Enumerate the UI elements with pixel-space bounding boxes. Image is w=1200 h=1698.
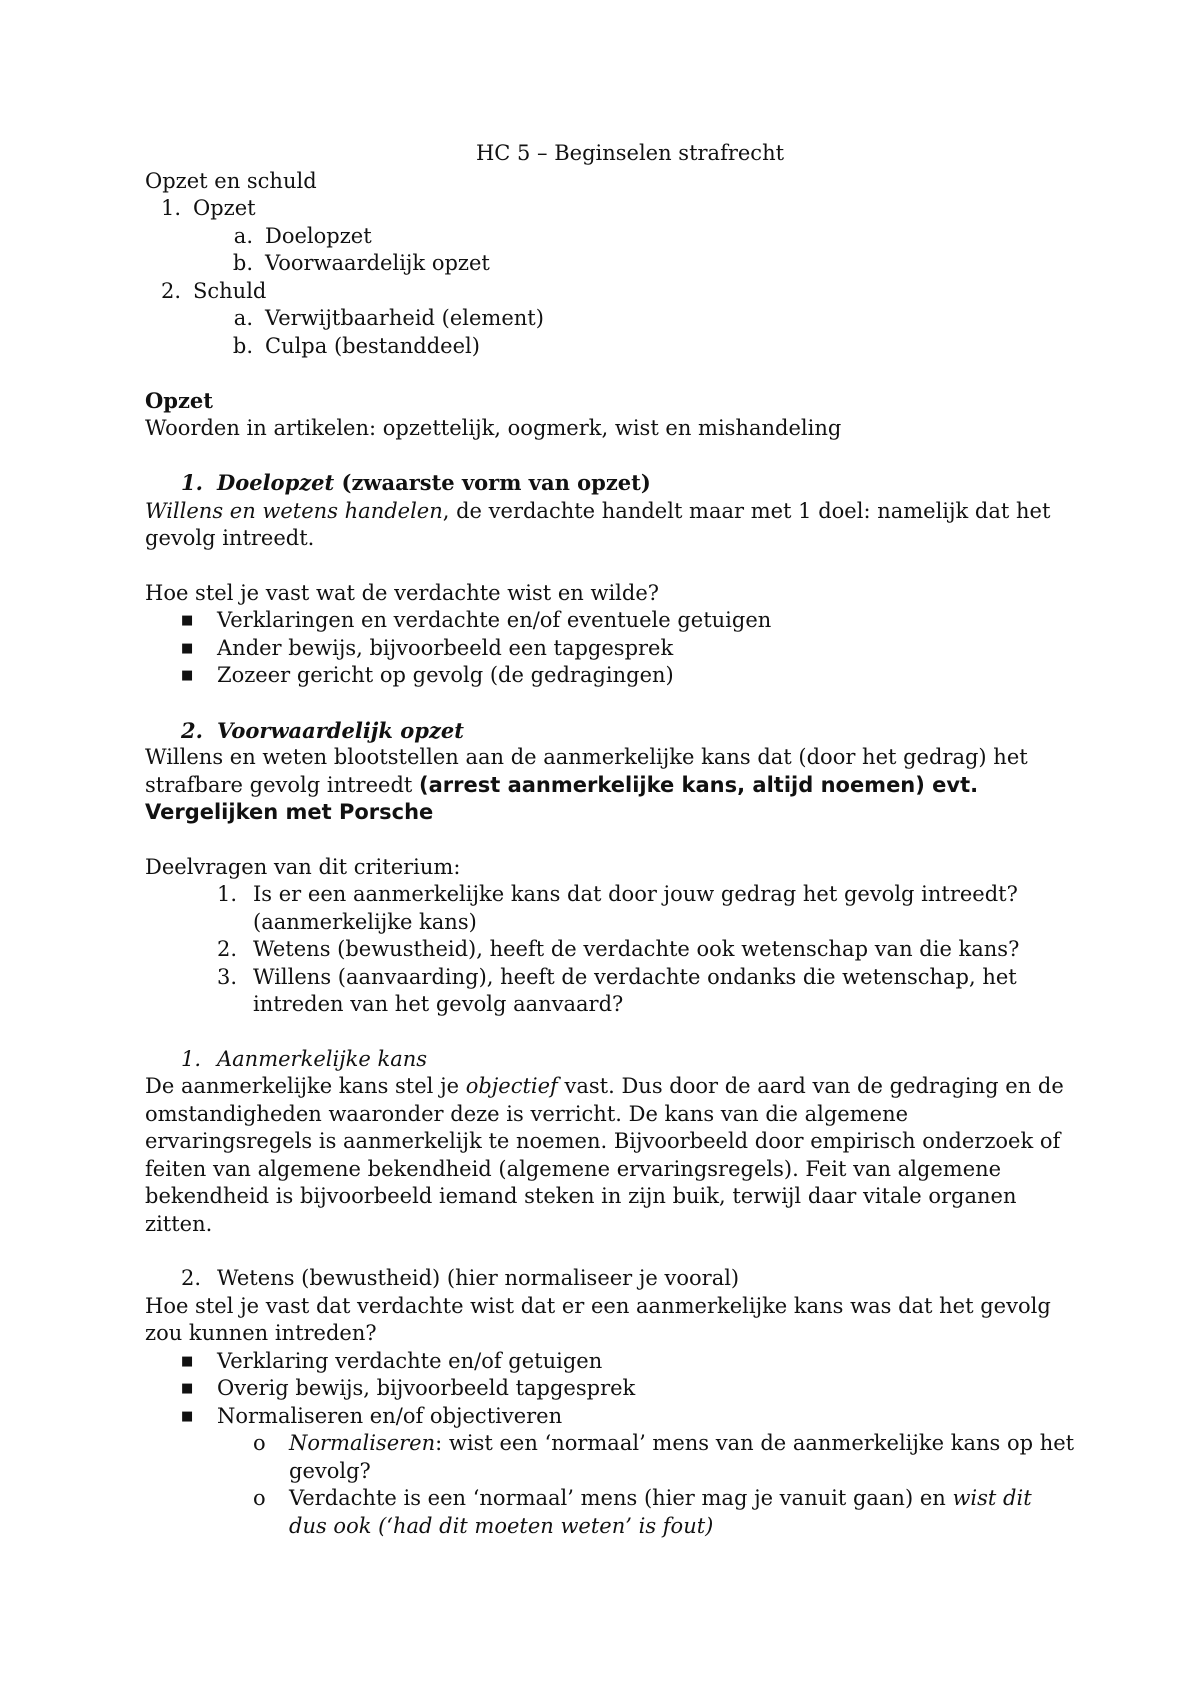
outline-sub-label: Culpa (bestanddeel) <box>265 333 480 358</box>
list-item <box>181 607 1075 635</box>
list-item-text: Is er een aanmerkelijke kans dat door jouw gedrag het gevolg intreedt? (aanmerkelijke kans) <box>253 882 1018 934</box>
wetens-title: Wetens (bewustheid) (hier normaliseer je vooral) <box>217 1266 740 1290</box>
list-item <box>181 1375 1075 1403</box>
page-title: HC 5 – Beginselen strafrecht <box>475 141 785 165</box>
list-num: 2. <box>217 937 238 961</box>
list-subitem <box>145 1485 1075 1540</box>
outline-num: 2. <box>160 278 181 303</box>
outline-sub-label: Verwijtbaarheid (element) <box>265 306 544 330</box>
kans-text-a: De aanmerkelijke kans stel je <box>145 1074 466 1098</box>
outline-subitem <box>145 333 1075 361</box>
doelopzet-text-italic: Willens en wetens handelen <box>145 498 443 523</box>
circle-bullet-icon: o <box>253 1486 266 1510</box>
document-page <box>145 140 1075 1540</box>
doelopzet-num: 1. <box>181 470 203 495</box>
list-item-text: Overig bewijs, bijvoorbeeld tapgesprek <box>217 1376 636 1400</box>
deelvragen-label: Deelvragen van dit criterium: <box>145 854 461 879</box>
outline-subitem <box>145 223 1075 251</box>
list-num: 1. <box>217 882 238 906</box>
voorwaardelijk-num: 2. <box>181 717 203 743</box>
list-item-text: Wetens (bewustheid), heeft de verdachte ook wetenschap van die kans? <box>253 937 1020 961</box>
opzet-heading: Opzet <box>145 388 213 413</box>
wetens-question: Hoe stel je vast dat verdachte wist dat er een aanmerkelijke kans was dat het gevolg zou kunnen intreden? <box>145 1293 1051 1345</box>
voorwaardelijk-text-bold: (arrest aanmerkelijke kans, altijd noemen) evt. Vergelijken met Porsche <box>145 772 979 824</box>
list-item-text: Verklaring verdachte en/of getuigen <box>217 1348 603 1373</box>
outline-label: Schuld <box>193 278 267 303</box>
list-subitem <box>145 1430 1075 1485</box>
doelopzet-heading <box>145 469 1075 498</box>
kans-heading <box>145 1046 1075 1074</box>
list-item <box>217 936 1075 964</box>
list-item <box>181 662 1075 690</box>
sub1-rest: : wist een ‘normaal’ mens van de aanmerkelijke kans op het gevolg? <box>289 1431 1075 1483</box>
list-item-text: Willens (aanvaarding), heeft de verdachte ondanks die wetenschap, het intreden van het gevolg aanvaard? <box>253 964 1017 1016</box>
doelopzet-text-rest: , de verdachte handelt maar met 1 doel: namelijk dat het gevolg intreedt. <box>145 498 1051 550</box>
doelopzet-bullets <box>145 607 1075 690</box>
doelopzet-title-rest: (zwaarste vorm van opzet) <box>334 470 651 495</box>
wetens-heading <box>145 1265 1075 1293</box>
voorwaardelijk-heading <box>145 717 1075 745</box>
outline-sub-num: a. <box>233 223 253 248</box>
sub2-italic: wist dit dus ook (‘had dit moeten weten’ is fout) <box>289 1486 1032 1538</box>
square-bullet-icon: ■ <box>181 1353 194 1369</box>
list-item <box>217 964 1075 1019</box>
deelvragen-list <box>145 881 1075 1019</box>
outline-subitem <box>145 250 1075 278</box>
outline-sub-num: b. <box>232 251 253 275</box>
outline-sub-num: b. <box>232 333 253 358</box>
list-item <box>181 1403 1075 1431</box>
outline-sub-label: Doelopzet <box>265 223 372 248</box>
doelopzet-text <box>145 498 1075 553</box>
kans-text-b: vast. Dus door de aard van de gedraging en de omstandigheden waaronder deze is verricht. De kans van die algemene ervaringsregels is aanmerkelijk te noemen. Bijvoorbeeld door empirisch onderzoek of feiten van algemene bekendheid (algemene ervaringsregels). Feit van algemene bekendheid is bijvoorbeeld iemand steken in zijn buik, terwijl daar vitale organen zitten. <box>145 1074 1064 1236</box>
doelopzet-title: Doelopzet <box>217 470 335 495</box>
outline-item <box>145 278 1075 306</box>
list-item <box>217 881 1075 936</box>
outline-item <box>145 195 1075 223</box>
outline-heading: Opzet en schuld <box>145 168 317 193</box>
square-bullet-icon: ■ <box>181 640 194 656</box>
square-bullet-icon: ■ <box>181 1381 194 1396</box>
voorwaardelijk-text <box>145 744 1075 827</box>
outline-num: 1. <box>160 196 181 220</box>
doelopzet-question: Hoe stel je vast wat de verdachte wist en wilde? <box>145 580 660 605</box>
list-item-text: Zozeer gericht op gevolg (de gedragingen) <box>217 663 674 687</box>
outline-subitem <box>145 305 1075 333</box>
outline-sub-label: Voorwaardelijk opzet <box>265 251 490 275</box>
list-num: 3. <box>217 964 238 989</box>
square-bullet-icon: ■ <box>181 1408 194 1424</box>
kans-title: Aanmerkelijke kans <box>217 1046 428 1071</box>
wetens-bullets <box>145 1348 1075 1431</box>
square-bullet-icon: ■ <box>181 668 194 683</box>
list-item-text: Verklaringen en verdachte en/of eventuele getuigen <box>217 608 772 632</box>
wetens-num: 2. <box>181 1266 202 1290</box>
sub2-plain: Verdachte is een ‘normaal’ mens (hier mag je vanuit gaan) en <box>289 1486 953 1510</box>
outline-sub-num: a. <box>233 306 253 330</box>
sub1-italic: Normaliseren <box>289 1431 436 1455</box>
list-item-text: Normaliseren en/of objectiveren <box>217 1403 563 1428</box>
kans-text <box>145 1073 1075 1238</box>
circle-bullet-icon: o <box>253 1431 266 1455</box>
list-item-text: Ander bewijs, bijvoorbeeld een tapgesprek <box>217 635 674 660</box>
list-item <box>181 1348 1075 1376</box>
kans-num: 1. <box>181 1046 202 1071</box>
opzet-words: Woorden in artikelen: opzettelijk, oogmerk, wist en mishandeling <box>145 415 842 440</box>
voorwaardelijk-title: Voorwaardelijk opzet <box>217 717 464 743</box>
list-item <box>181 635 1075 663</box>
kans-text-italic: objectief <box>465 1074 558 1098</box>
voorwaardelijk-text-plain: Willens en weten blootstellen aan de aanmerkelijke kans dat (door het gedrag) het strafbare gevolg intreedt <box>145 745 1028 797</box>
outline-label: Opzet <box>193 196 256 220</box>
square-bullet-icon: ■ <box>181 613 194 628</box>
